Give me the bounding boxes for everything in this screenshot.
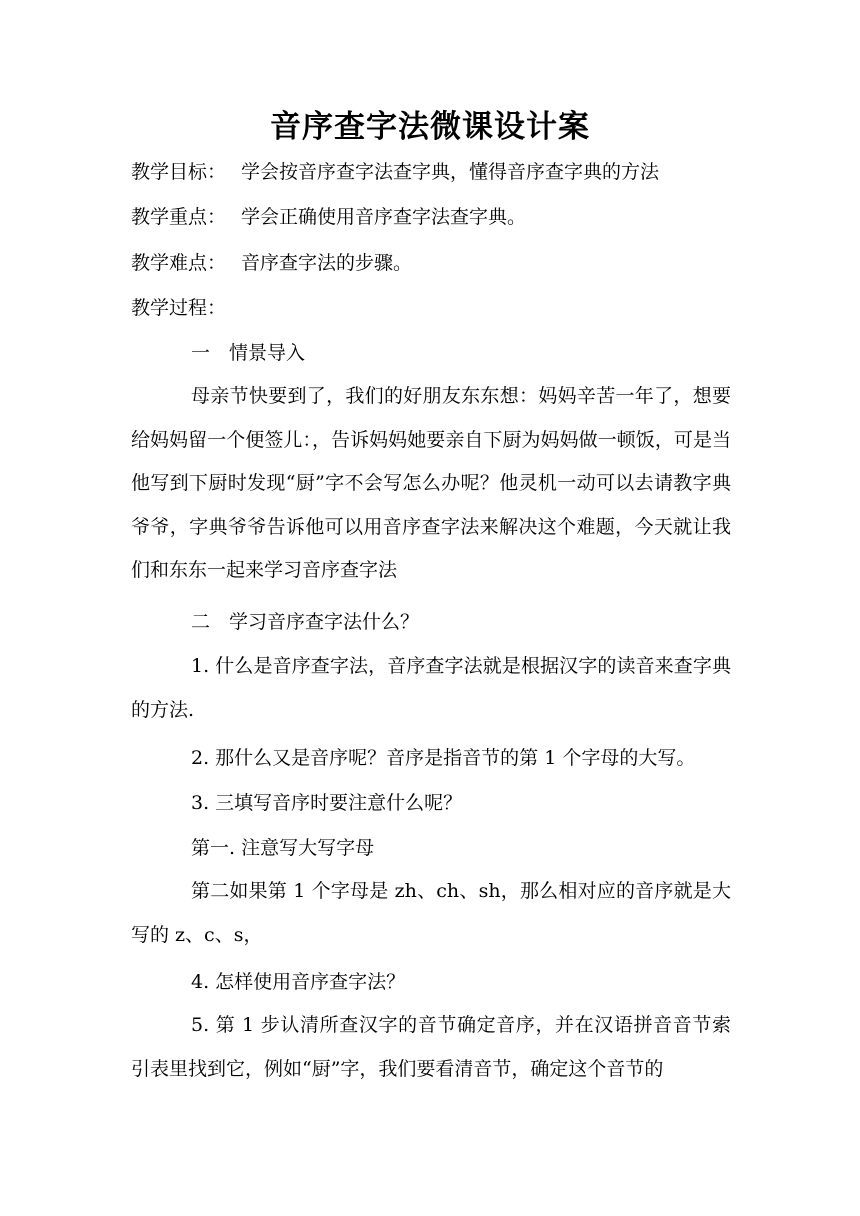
difficulty-text: 音序查字法的步骤。 (241, 252, 413, 274)
document-title: 音序查字法微课设计案 (270, 109, 590, 145)
key-point-label: 教学重点： (131, 206, 227, 228)
key-point-row (131, 202, 526, 232)
list-item-2: 2. 那什么又是音序呢？音序是指音节的第 1 个字母的大写。 (191, 747, 696, 769)
section-1-body: 母亲节快要到了，我们的好朋友东东想：妈妈辛苦一年了，想要给妈妈留一个便签儿：，告诉妈妈她要亲自下厨为妈妈做一顿饭，可是当他写到下厨时发现“厨”字不会写怎么办呢？他灵机一动可以去请教字典爷爷，字典爷爷告诉他可以用音序查字法来解决这个难题，今天就让我们和东东一起来学习音序查字法 (131, 385, 731, 581)
difficulty-label: 教学难点： (131, 252, 227, 274)
list-item-1: 1. 什么是音序查字法，音序查字法就是根据汉字的读音来查字典的方法. (131, 655, 731, 721)
key-point-text: 学会正确使用音序查字法查字典。 (241, 206, 527, 228)
list-item-4: 4. 怎样使用音序查字法？ (191, 971, 406, 993)
note-1: 第一. 注意写大写字母 (191, 837, 375, 859)
list-item-3: 3. 三填写音序时要注意什么呢？ (191, 792, 463, 814)
section-2-heading: 二 学习音序查字法什么？ (191, 611, 420, 633)
section-1-heading: 一 情景导入 (191, 342, 306, 364)
objective-row (131, 157, 659, 187)
difficulty-row (131, 248, 412, 278)
process-label: 教学过程： (131, 297, 227, 319)
list-item-5: 5. 第 1 步认清所查汉字的音节确定音序，并在汉语拼音音节索引表里找到它，例如“厨”字，我们要看清音节，确定这个音节的 (131, 1014, 731, 1080)
objective-text: 学会按音序查字法查字典，懂得音序查字典的方法 (241, 161, 660, 183)
objective-label: 教学目标： (131, 161, 227, 183)
note-2: 第二如果第 1 个字母是 zh、ch、sh，那么相对应的音序就是大写的 z、c、s， (131, 880, 731, 946)
